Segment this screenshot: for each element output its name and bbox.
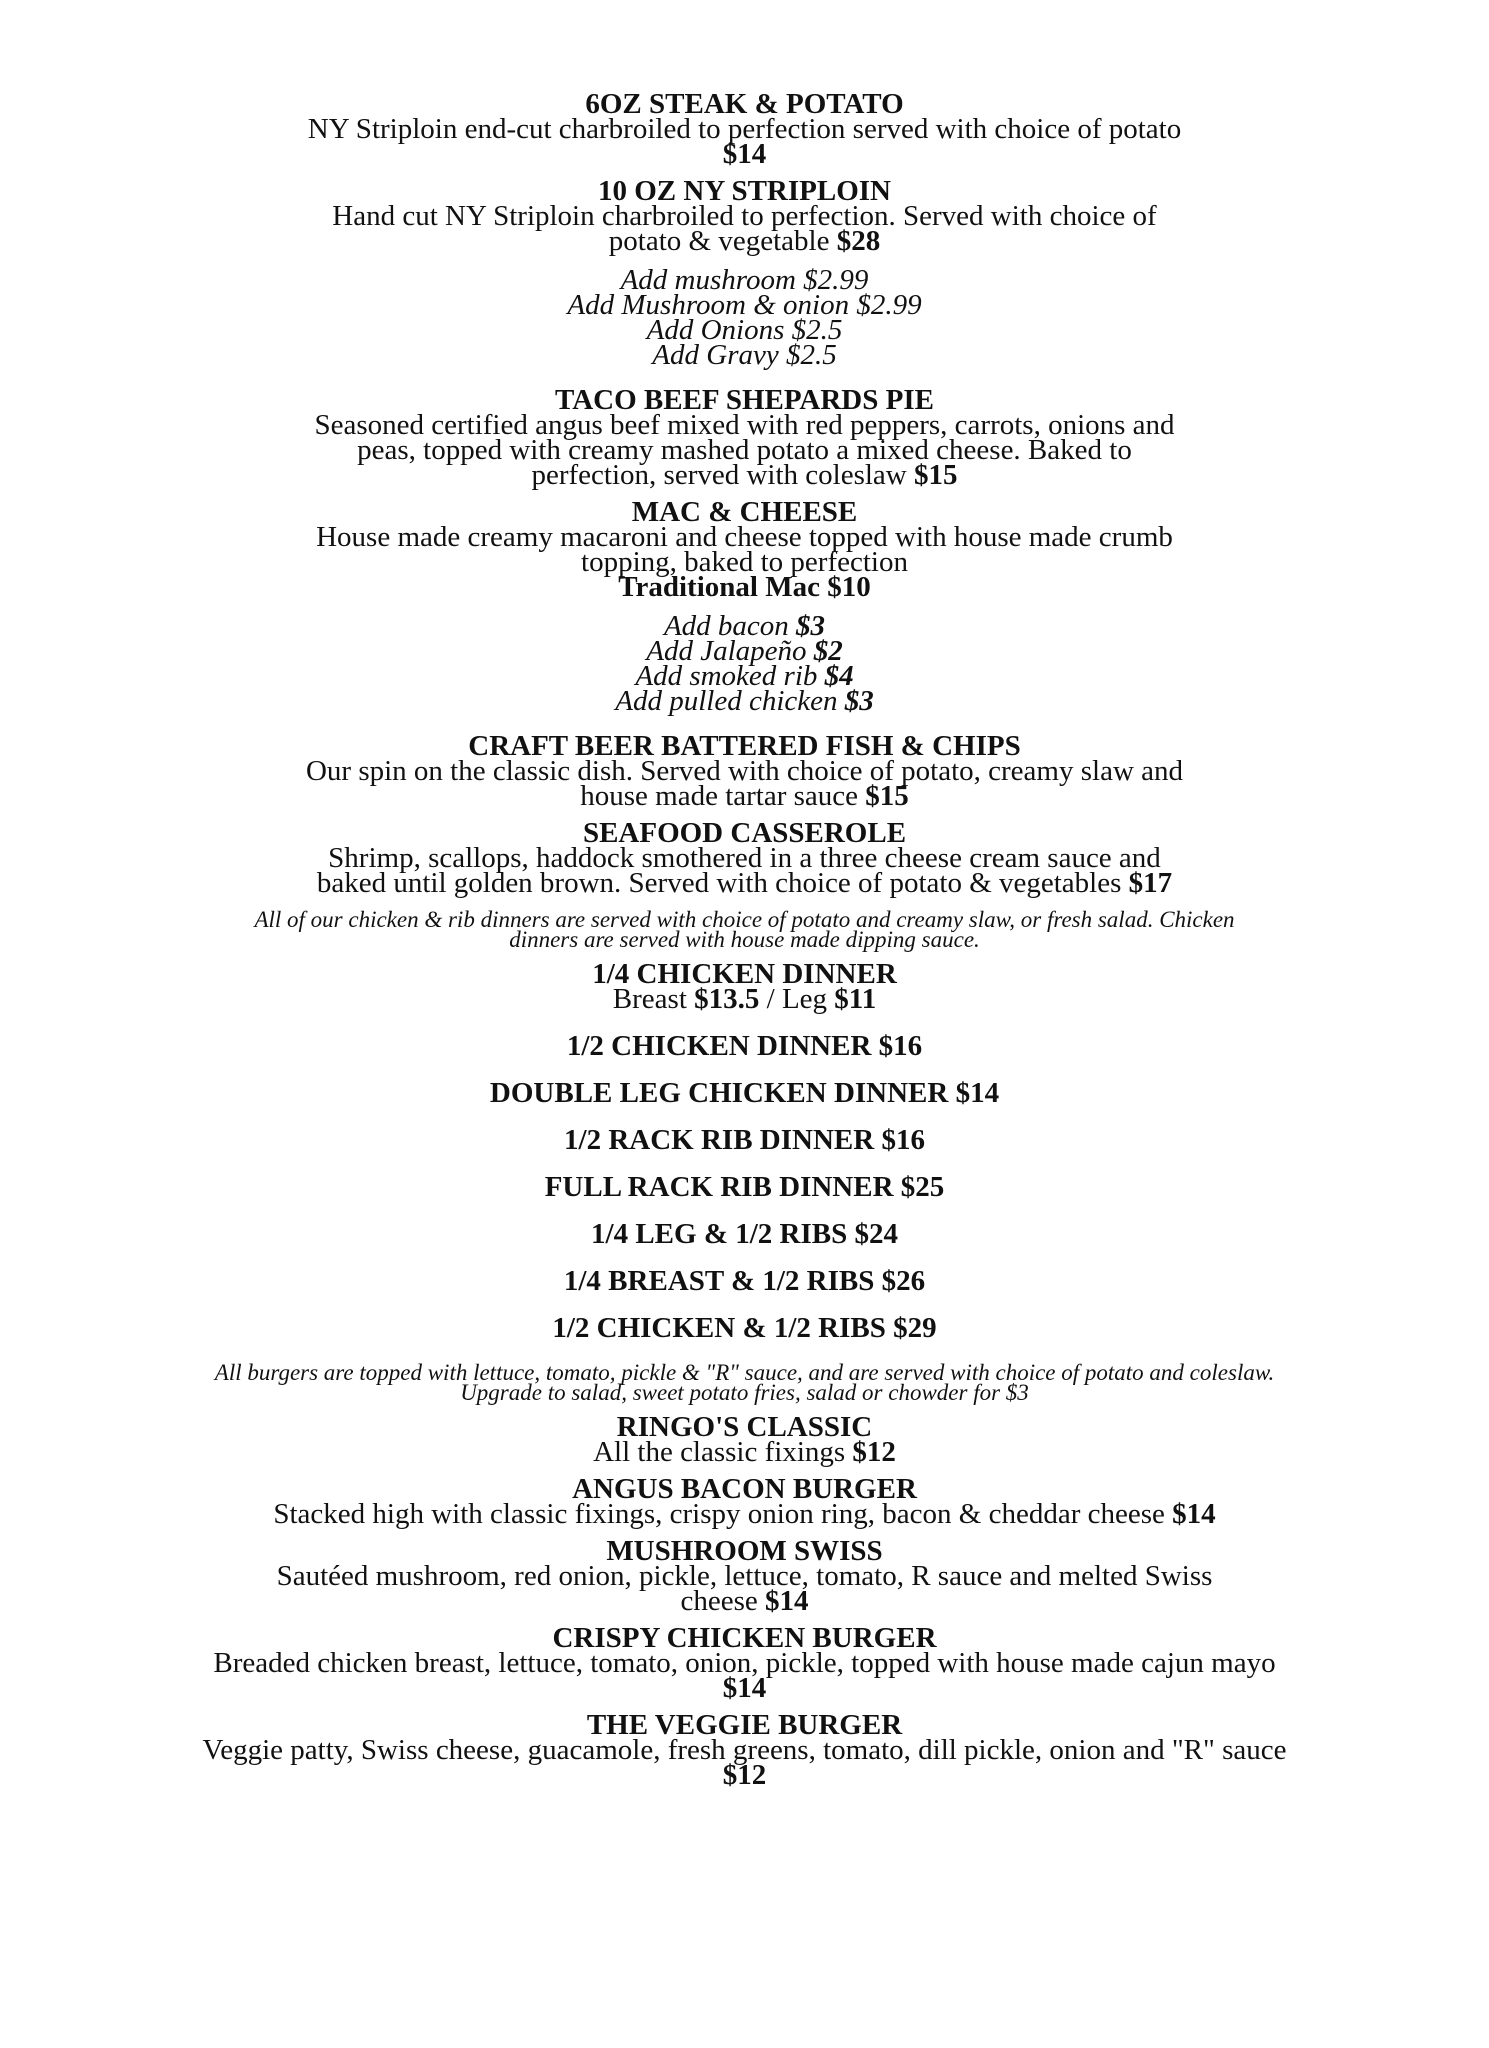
addon-price: $3 [844, 685, 874, 717]
item-description-text: Veggie patty, Swiss cheese, guacamole, fresh greens, tomato, dill pickle, onion and "R" sauce [202, 1734, 1287, 1766]
menu-item-line: 1/2 CHICKEN & 1/2 RIBS $29 [552, 1312, 937, 1344]
addon-price: $4 [824, 660, 854, 692]
item-title: ANGUS BACON BURGER [572, 1473, 917, 1505]
item-description [195, 1647, 1295, 1704]
addon-list [0, 264, 1489, 371]
addon-text: Add pulled chicken [615, 685, 845, 717]
item-title: 6OZ STEAK & POTATO [585, 88, 904, 120]
item-description-text: Hand cut NY Striploin charbroiled to perfection. Served with choice of potato & vegetable [332, 200, 1157, 257]
menu-item [195, 1709, 1295, 1791]
item-price: $15 [914, 459, 958, 491]
item-title: 10 OZ NY STRIPLOIN [597, 175, 891, 207]
item-price: $12 [852, 1436, 896, 1468]
menu-item-line: 1/2 RACK RIB DINNER $16 [564, 1124, 925, 1156]
menu-item [315, 496, 1175, 603]
addon-text: Add smoked rib [635, 660, 825, 692]
item-description-text: All the classic fixings [593, 1436, 846, 1468]
item-title: SEAFOOD CASSEROLE [582, 817, 907, 849]
item-subtitle: Traditional Mac $10 [618, 571, 871, 603]
menu-item [295, 175, 1195, 257]
menu-item [235, 1535, 1255, 1617]
item-title: CRAFT BEER BATTERED FISH & CHIPS [468, 730, 1021, 762]
item-price: $15 [865, 780, 909, 812]
addon-text: Add mushroom $2.99 [620, 264, 869, 296]
menu-item [195, 1622, 1295, 1704]
addon-line [0, 339, 1489, 371]
menu-item [295, 1411, 1195, 1468]
item-description-text: Breast [612, 983, 695, 1015]
item-price: $14 [765, 1585, 809, 1617]
item-title: TACO BEEF SHEPARDS PIE [555, 384, 934, 416]
item-description-text: Stacked high with classic fixings, crispy onion ring, bacon & cheddar cheese [273, 1498, 1165, 1530]
menu-item [295, 817, 1195, 899]
item-description [295, 755, 1195, 812]
addon-text: Add Mushroom & onion $2.99 [567, 289, 922, 321]
addon-price: $3 [796, 610, 826, 642]
menu-item-line: FULL RACK RIB DINNER $25 [544, 1171, 945, 1203]
item-price: $14 [722, 1672, 767, 1704]
menu-item-line: DOUBLE LEG CHICKEN DINNER $14 [489, 1077, 1000, 1109]
item-description [195, 1734, 1295, 1791]
item-price: $11 [834, 983, 877, 1015]
item-price: $28 [836, 225, 881, 257]
menu-item-line: 1/4 BREAST & 1/2 RIBS $26 [563, 1265, 926, 1297]
item-description [0, 983, 1489, 1015]
item-description-text: Our spin on the classic dish. Served with choice of potato, creamy slaw and house made tartar sauce [305, 755, 1184, 812]
addon-price: $2 [813, 635, 843, 667]
item-title: CRISPY CHICKEN BURGER [552, 1622, 937, 1654]
menu-item [295, 384, 1195, 491]
item-description [295, 1436, 1195, 1468]
menu-item [295, 730, 1195, 812]
menu-document [0, 88, 1489, 1800]
addon-text: Add Onions $2.5 [646, 314, 843, 346]
item-title: RINGO'S CLASSIC [616, 1411, 873, 1443]
item-title: MAC & CHEESE [631, 496, 858, 528]
addon-text: Add Jalapeño [646, 635, 814, 667]
item-description [235, 1560, 1255, 1617]
addon-text: Add Gravy $2.5 [652, 339, 837, 371]
addon-line [0, 685, 1489, 717]
addon-text: Add bacon [663, 610, 797, 642]
item-price: $17 [1128, 867, 1173, 899]
menu-item [0, 958, 1489, 1015]
item-description [295, 842, 1195, 899]
menu-item-line: 1/4 LEG & 1/2 RIBS $24 [591, 1218, 898, 1250]
menu-note: All burgers are topped with lettuce, tomato, pickle & "R" sauce, and are served with choice of potato and coleslaw. Upgrade to salad, sweet potato fries, salad or chowder for $3 [214, 1360, 1275, 1405]
item-description [195, 1498, 1295, 1530]
item-description-text: Sautéed mushroom, red onion, pickle, lettuce, tomato, R sauce and melted Swiss cheese [276, 1560, 1213, 1617]
menu-item [195, 1473, 1295, 1530]
item-description-text: NY Striploin end-cut charbroiled to perfection served with choice of potato [307, 113, 1182, 145]
item-description-text: Shrimp, scallops, haddock smothered in a three cheese cream sauce and baked until golden brown. Served with choice of potato & vegetables [316, 842, 1161, 899]
menu-note: All of our chicken & rib dinners are served with choice of potato and creamy slaw, or fresh salad. Chicken dinners are served with house made dipping sauce. [254, 907, 1235, 952]
item-title: 1/4 CHICKEN DINNER [592, 958, 897, 990]
item-description [315, 521, 1175, 578]
item-description-text: Breaded chicken breast, lettuce, tomato, onion, pickle, topped with house made cajun mayo [213, 1647, 1276, 1679]
item-price: $12 [722, 1759, 767, 1791]
menu-item-line: 1/2 CHICKEN DINNER $16 [566, 1030, 923, 1062]
item-title: MUSHROOM SWISS [606, 1535, 883, 1567]
item-price: $13.5 [694, 983, 760, 1015]
item-description [305, 113, 1185, 170]
item-description [295, 200, 1195, 257]
item-description [295, 409, 1195, 491]
item-price: $14 [1172, 1498, 1216, 1530]
item-description-text: Seasoned certified angus beef mixed with red peppers, carrots, onions and peas, topped with creamy mashed potato a mixed cheese. Baked to perfection, served with coleslaw [314, 409, 1175, 491]
menu-item [305, 88, 1185, 170]
item-price: $14 [722, 138, 767, 170]
addon-list [0, 610, 1489, 717]
item-description-text: House made creamy macaroni and cheese topped with house made crumb topping, baked to perfection [316, 521, 1173, 578]
item-title: THE VEGGIE BURGER [586, 1709, 903, 1741]
item-description-text: / Leg [759, 983, 835, 1015]
